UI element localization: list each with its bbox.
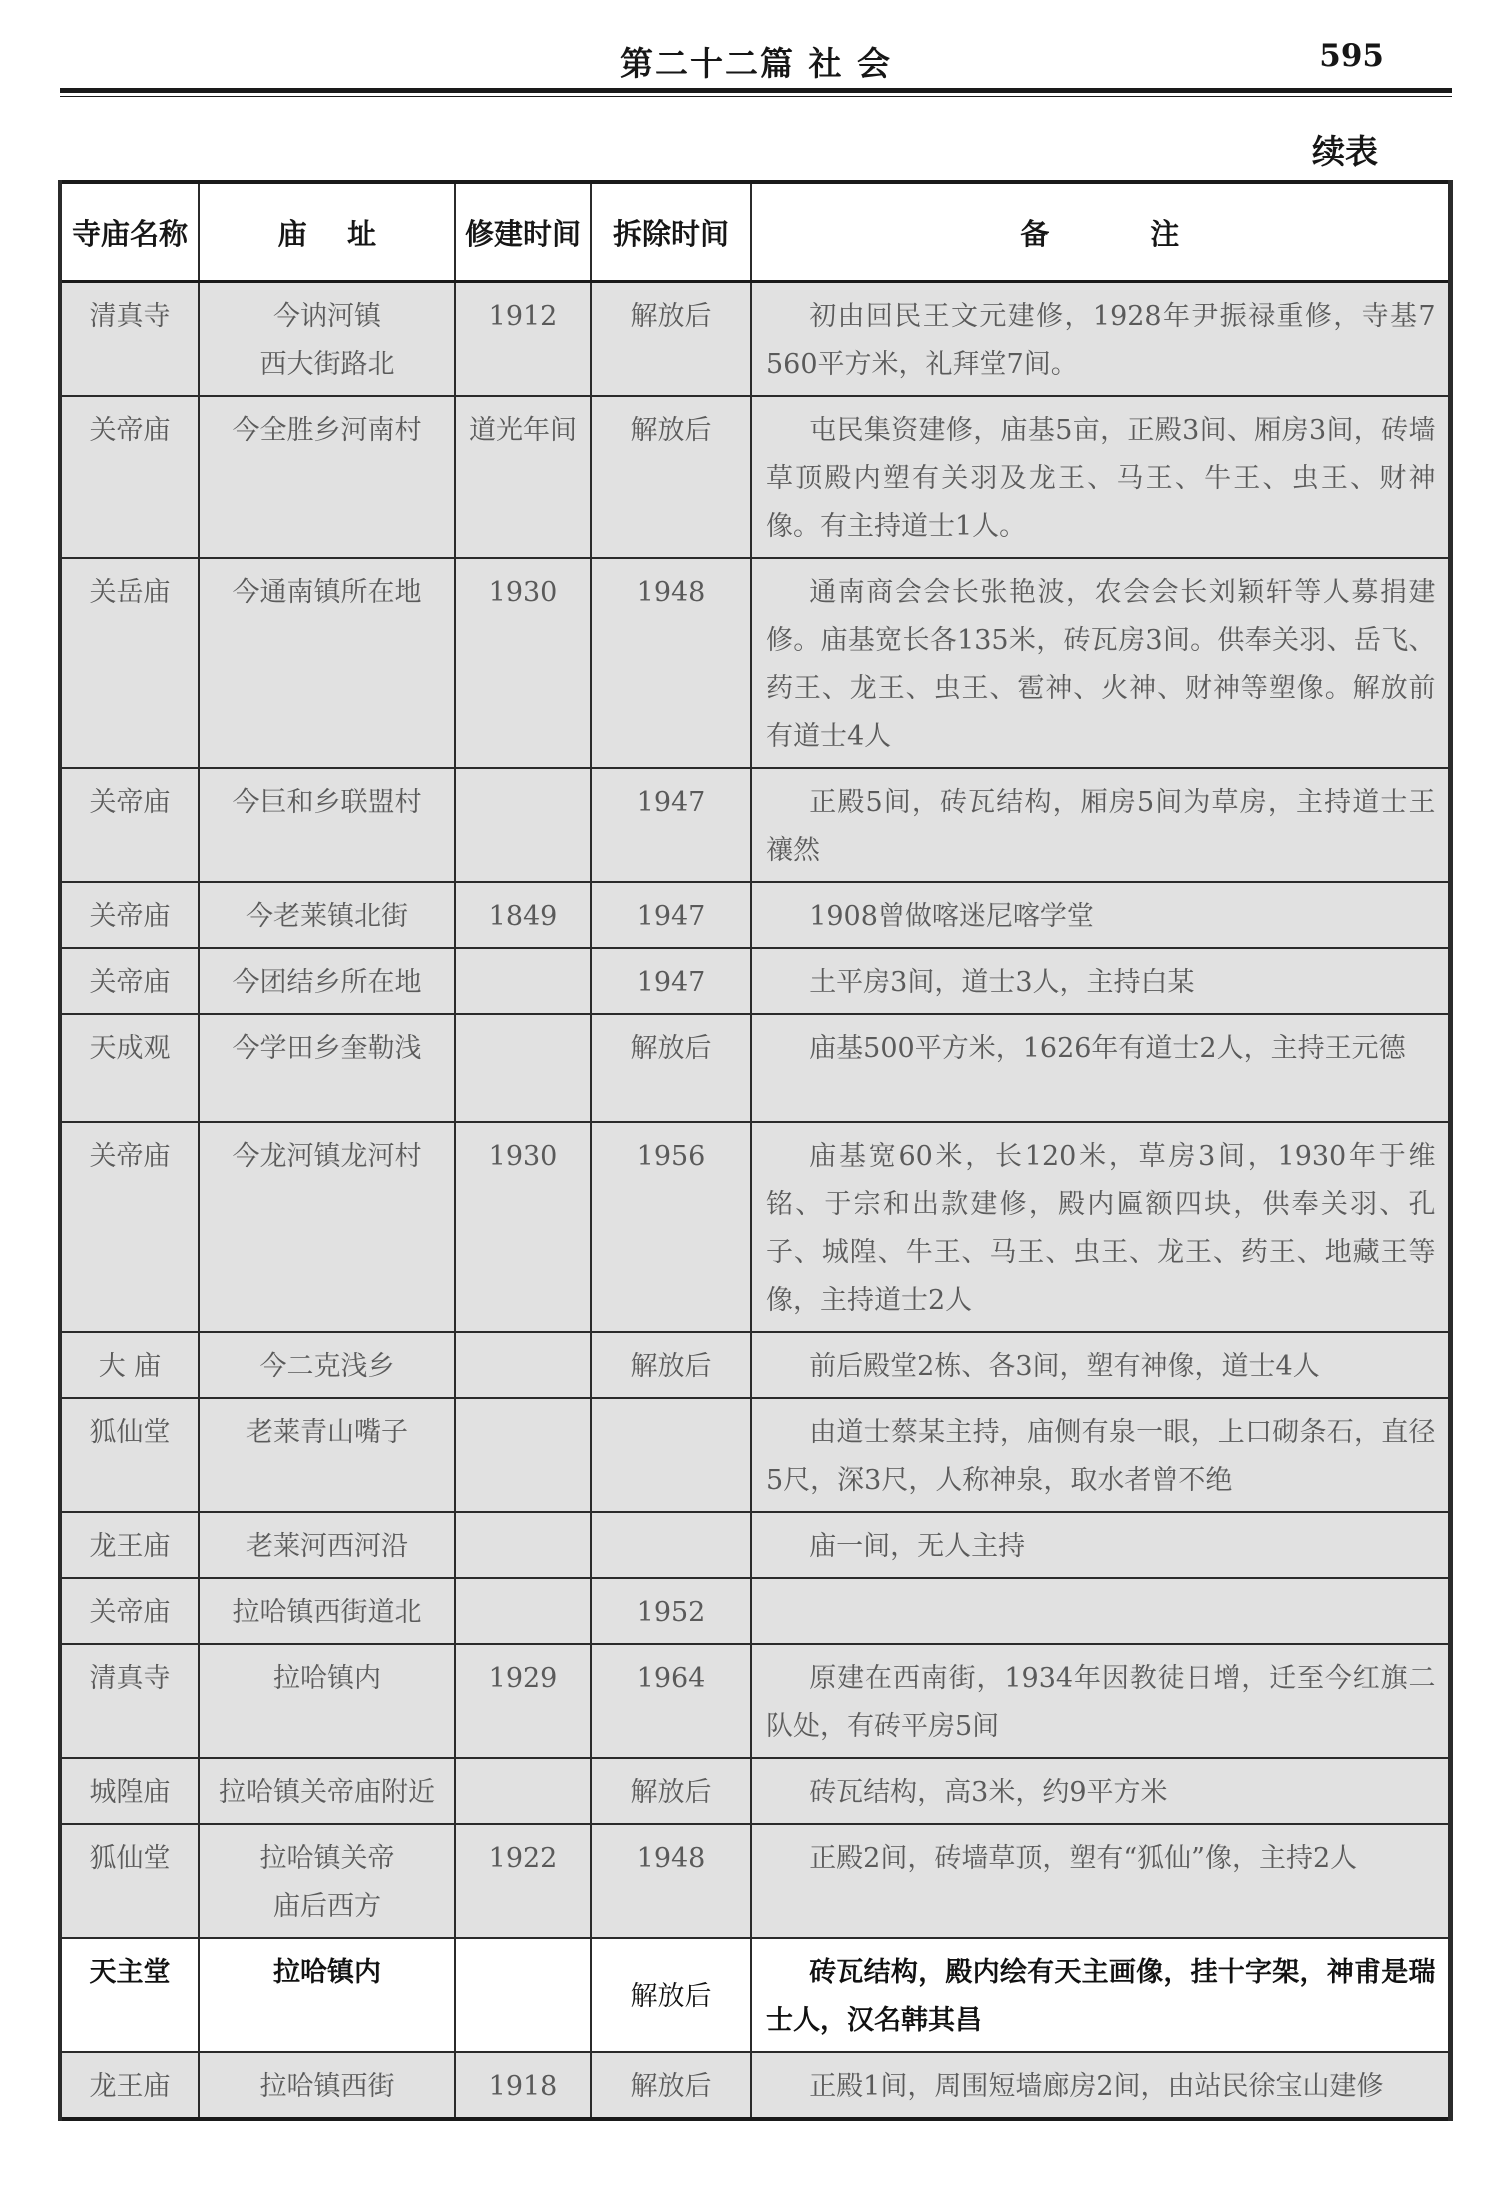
continued-label: 续表 (1312, 132, 1378, 171)
cell-notes: 原建在西南街，1934年因教徒日增，迁至今红旗二队处，有砖平房5间 (751, 1644, 1450, 1758)
cell-built-time (455, 1398, 591, 1512)
cell-demolished-time (591, 1398, 751, 1512)
cell-built-time: 1930 (455, 558, 591, 768)
cell-temple-name: 清真寺 (60, 282, 199, 397)
cell-temple-name: 天成观 (60, 1014, 199, 1122)
table-row (60, 396, 1450, 558)
cell-address: 今讷河镇 西大街路北 (199, 282, 455, 397)
cell-temple-name: 狐仙堂 (60, 1824, 199, 1938)
cell-address: 老莱青山嘴子 (199, 1398, 455, 1512)
table-row (60, 768, 1450, 882)
cell-address: 今巨和乡联盟村 (199, 768, 455, 882)
cell-notes: 1908曾做喀迷尼喀学堂 (751, 882, 1450, 948)
page-number: 595 (1319, 38, 1384, 74)
cell-notes: 砖瓦结构，殿内绘有天主画像，挂十字架，神甫是瑞士人，汉名韩其昌 (751, 1938, 1450, 2052)
cell-notes: 前后殿堂2栋、各3间，塑有神像，道士4人 (751, 1332, 1450, 1398)
cell-temple-name: 关帝庙 (60, 882, 199, 948)
column-header-address: 庙 址 (199, 182, 455, 282)
cell-built-time: 1912 (455, 282, 591, 397)
cell-demolished-time: 解放后 (591, 1014, 751, 1122)
cell-built-time: 1849 (455, 882, 591, 948)
cell-built-time: 道光年间 (455, 396, 591, 558)
cell-built-time (455, 1512, 591, 1578)
cell-address: 今学田乡奎勒浅 (199, 1014, 455, 1122)
cell-temple-name: 关帝庙 (60, 1122, 199, 1332)
cell-demolished-time: 1952 (591, 1578, 751, 1644)
header-rule-thick (60, 88, 1452, 93)
cell-built-time: 1930 (455, 1122, 591, 1332)
cell-temple-name: 关帝庙 (60, 396, 199, 558)
cell-notes: 通南商会会长张艳波，农会会长刘颖轩等人募捐建修。庙基宽长各135米，砖瓦房3间。供奉关羽、岳飞、药王、龙王、虫王、雹神、火神、财神等塑像。解放前有道士4人 (751, 558, 1450, 768)
cell-address: 拉哈镇内 (199, 1938, 455, 2052)
cell-demolished-time: 解放后 (591, 1758, 751, 1824)
cell-demolished-time: 1947 (591, 948, 751, 1014)
column-header-built: 修建时间 (455, 182, 591, 282)
cell-address: 今二克浅乡 (199, 1332, 455, 1398)
table-row (60, 1122, 1450, 1332)
cell-address: 今通南镇所在地 (199, 558, 455, 768)
cell-address: 今团结乡所在地 (199, 948, 455, 1014)
cell-notes: 土平房3间，道士3人，主持白某 (751, 948, 1450, 1014)
temple-table (58, 180, 1453, 2121)
temple-table-wrapper (58, 180, 1448, 2121)
cell-notes: 初由回民王文元建修，1928年尹振禄重修，寺基7 560平方米，礼拜堂7间。 (751, 282, 1450, 397)
table-row (60, 1644, 1450, 1758)
cell-notes: 由道士蔡某主持，庙侧有泉一眼，上口砌条石，直径5尺，深3尺，人称神泉，取水者曾不绝 (751, 1398, 1450, 1512)
cell-built-time (455, 948, 591, 1014)
cell-notes: 正殿1间，周围短墙廊房2间，由站民徐宝山建修 (751, 2052, 1450, 2119)
table-row (60, 1014, 1450, 1122)
cell-temple-name: 关帝庙 (60, 768, 199, 882)
cell-temple-name: 龙王庙 (60, 1512, 199, 1578)
cell-address: 拉哈镇内 (199, 1644, 455, 1758)
cell-address: 拉哈镇西街 (199, 2052, 455, 2119)
table-row (60, 1578, 1450, 1644)
table-row (60, 1758, 1450, 1824)
cell-built-time: 1922 (455, 1824, 591, 1938)
column-header-notes: 备 注 (751, 182, 1450, 282)
cell-built-time (455, 1758, 591, 1824)
cell-temple-name: 狐仙堂 (60, 1398, 199, 1512)
column-header-demolished: 拆除时间 (591, 182, 751, 282)
cell-built-time (455, 1938, 591, 2052)
table-row (60, 282, 1450, 397)
table-row (60, 2052, 1450, 2119)
cell-notes: 砖瓦结构，高3米，约9平方米 (751, 1758, 1450, 1824)
cell-address: 拉哈镇西街道北 (199, 1578, 455, 1644)
table-row (60, 1332, 1450, 1398)
cell-demolished-time: 解放后 (591, 396, 751, 558)
table-row (60, 882, 1450, 948)
cell-temple-name: 城隍庙 (60, 1758, 199, 1824)
cell-built-time (455, 1014, 591, 1122)
table-row (60, 1512, 1450, 1578)
cell-temple-name: 天主堂 (60, 1938, 199, 2052)
column-header-name: 寺庙名称 (60, 182, 199, 282)
cell-demolished-time: 1948 (591, 1824, 751, 1938)
cell-built-time (455, 1578, 591, 1644)
cell-demolished-time: 1964 (591, 1644, 751, 1758)
cell-notes: 屯民集资建修，庙基5亩，正殿3间、厢房3间，砖墙草顶殿内塑有关羽及龙王、马王、牛王、虫王、财神像。有主持道士1人。 (751, 396, 1450, 558)
cell-temple-name: 关岳庙 (60, 558, 199, 768)
table-row (60, 948, 1450, 1014)
cell-demolished-time: 解放后 (591, 1332, 751, 1398)
cell-address: 今龙河镇龙河村 (199, 1122, 455, 1332)
cell-built-time (455, 768, 591, 882)
cell-demolished-time: 1947 (591, 768, 751, 882)
table-row (60, 558, 1450, 768)
cell-demolished-time (591, 1512, 751, 1578)
cell-demolished-time: 1947 (591, 882, 751, 948)
cell-temple-name: 关帝庙 (60, 948, 199, 1014)
cell-built-time (455, 1332, 591, 1398)
cell-notes: 正殿5间，砖瓦结构，厢房5间为草房，主持道士王禳然 (751, 768, 1450, 882)
cell-address: 今老莱镇北街 (199, 882, 455, 948)
cell-demolished-time: 解放后 (591, 282, 751, 397)
cell-temple-name: 关帝庙 (60, 1578, 199, 1644)
cell-temple-name: 龙王庙 (60, 2052, 199, 2119)
cell-temple-name: 大 庙 (60, 1332, 199, 1398)
chapter-title: 第二十二篇 社 会 (620, 44, 892, 83)
cell-notes: 庙基500平方米，1626年有道士2人，主持王元德 (751, 1014, 1450, 1122)
cell-demolished-time: 1956 (591, 1122, 751, 1332)
table-row (60, 1824, 1450, 1938)
cell-notes: 正殿2间，砖墙草顶，塑有“狐仙”像，主持2人 (751, 1824, 1450, 1938)
cell-address: 拉哈镇关帝 庙后西方 (199, 1824, 455, 1938)
cell-address: 今全胜乡河南村 (199, 396, 455, 558)
table-body (60, 282, 1450, 2120)
cell-address: 拉哈镇关帝庙附近 (199, 1758, 455, 1824)
cell-demolished-time: 1948 (591, 558, 751, 768)
cell-address: 老莱河西河沿 (199, 1512, 455, 1578)
table-row (60, 1398, 1450, 1512)
cell-notes: 庙一间，无人主持 (751, 1512, 1450, 1578)
header-rule-thin (60, 96, 1452, 97)
cell-demolished-time: 解放后 (591, 2052, 751, 2119)
page-header (60, 30, 1452, 90)
table-row (60, 1938, 1450, 2052)
cell-demolished-time: 解放后 (591, 1938, 751, 2052)
cell-built-time: 1929 (455, 1644, 591, 1758)
table-header-row (60, 182, 1450, 282)
cell-temple-name: 清真寺 (60, 1644, 199, 1758)
cell-notes: 庙基宽60米，长120米，草房3间，1930年于维铭、于宗和出款建修，殿内匾额四块，供奉关羽、孔子、城隍、牛王、马王、虫王、龙王、药王、地藏王等像，主持道士2人 (751, 1122, 1450, 1332)
cell-built-time: 1918 (455, 2052, 591, 2119)
cell-notes (751, 1578, 1450, 1644)
